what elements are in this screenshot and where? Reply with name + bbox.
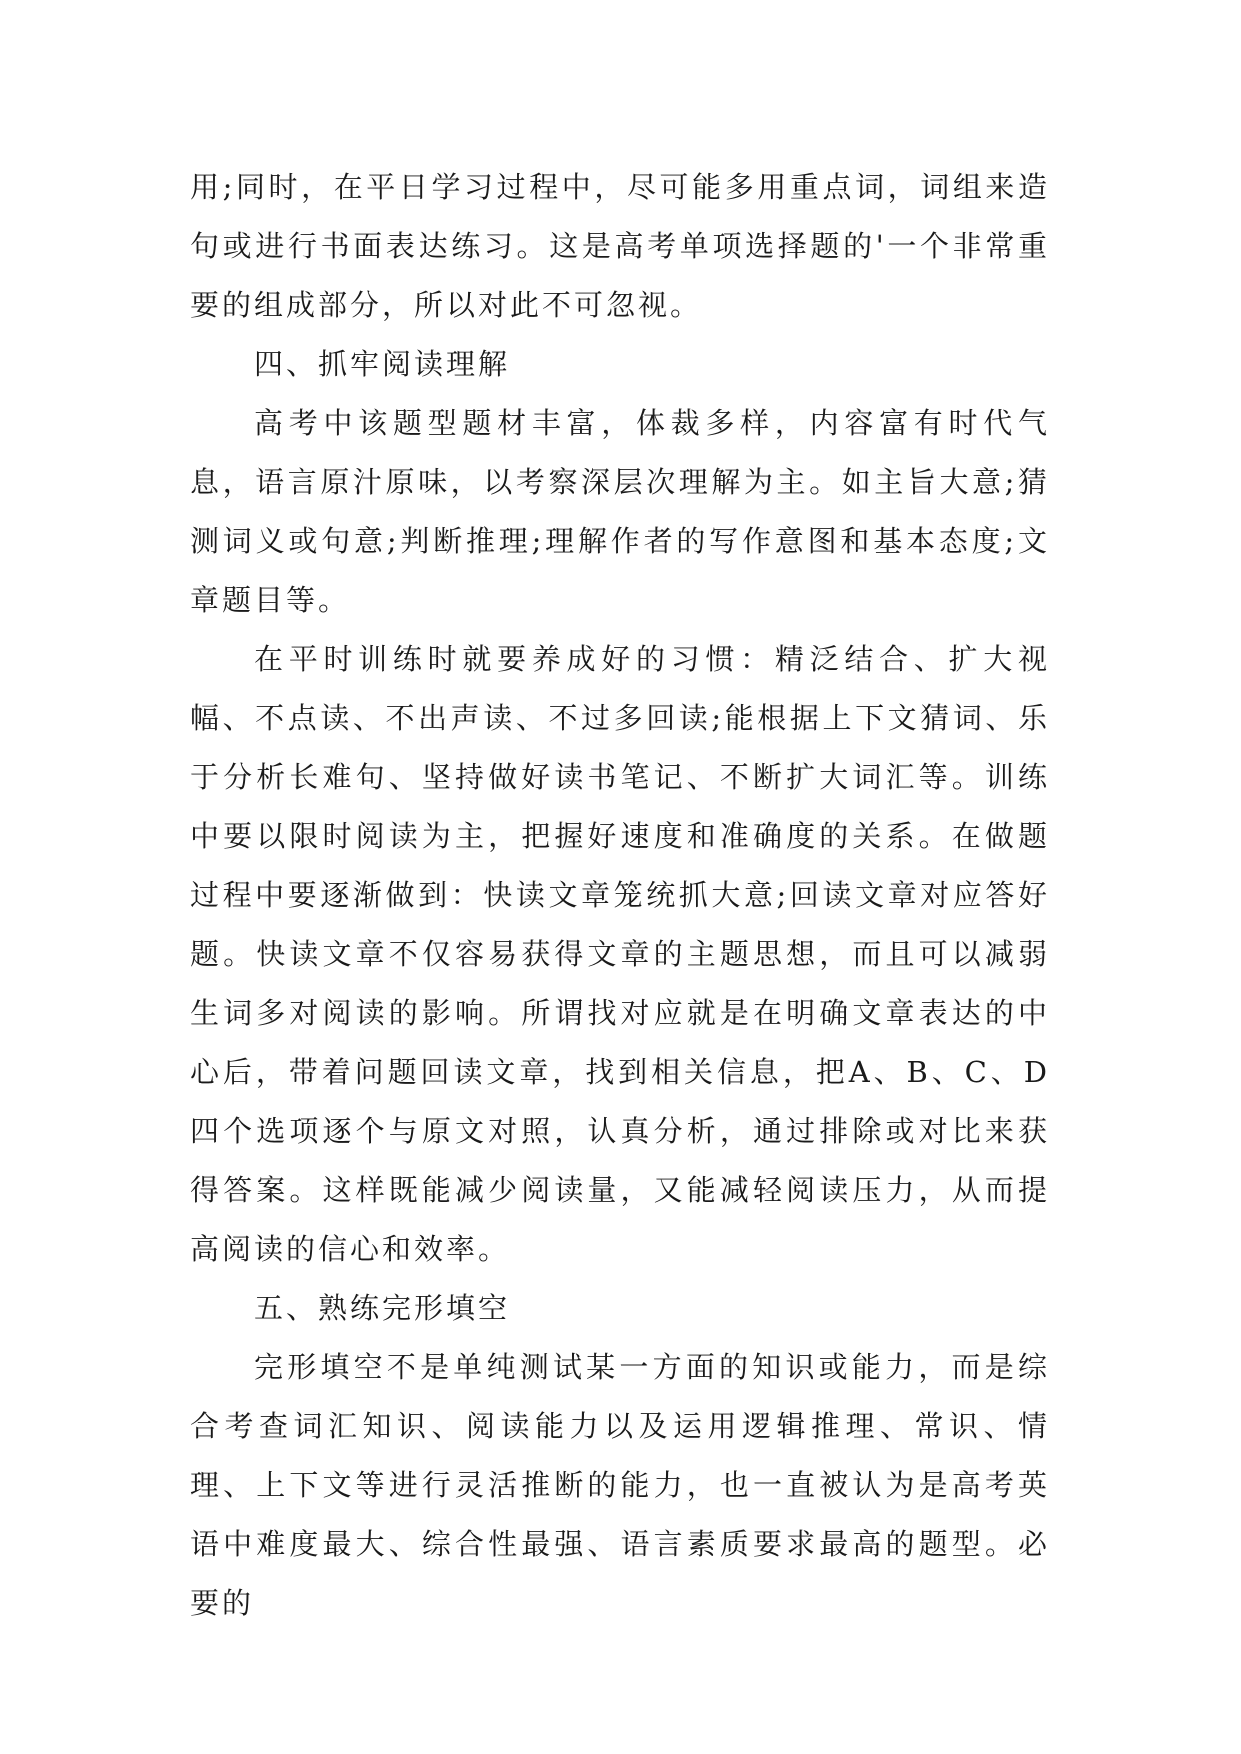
document-body — [190, 158, 1050, 1633]
section-heading-cloze: 五、熟练完形填空 — [254, 1291, 511, 1325]
paragraph-continuation: 用;同时，在平日学习过程中，尽可能多用重点词，词组来造句或进行书面表达练习。这是高考单项选择题的'一个非常重要的组成部分，所以对此不可忽视。 — [190, 170, 1050, 322]
section-heading-reading: 四、抓牢阅读理解 — [254, 347, 511, 381]
paragraph-reading-intro: 高考中该题型题材丰富，体裁多样，内容富有时代气息，语言原汁原味，以考察深层次理解为主。如主旨大意;猜测词义或句意;判断推理;理解作者的写作意图和基本态度;文章题目等。 — [190, 406, 1050, 617]
paragraph-cloze-intro: 完形填空不是单纯测试某一方面的知识或能力，而是综合考查词汇知识、阅读能力以及运用逻辑推理、常识、情理、上下文等进行灵活推断的能力，也一直被认为是高考英语中难度最大、综合性最强、语言素质要求最高的题型。必要的 — [190, 1350, 1050, 1620]
paragraph-reading-habits: 在平时训练时就要养成好的习惯：精泛结合、扩大视幅、不点读、不出声读、不过多回读;能根据上下文猜词、乐于分析长难句、坚持做好读书笔记、不断扩大词汇等。训练中要以限时阅读为主，把握好速度和准确度的关系。在做题过程中要逐渐做到：快读文章笼统抓大意;回读文章对应答好题。快读文章不仅容易获得文章的主题思想，而且可以减弱生词多对阅读的影响。所谓找对应就是在明确文章表达的中心后，带着问题回读文章，找到相关信息，把A、B、C、D四个选项逐个与原文对照，认真分析，通过排除或对比来获得答案。这样既能减少阅读量，又能减轻阅读压力，从而提高阅读的信心和效率。 — [190, 642, 1050, 1266]
